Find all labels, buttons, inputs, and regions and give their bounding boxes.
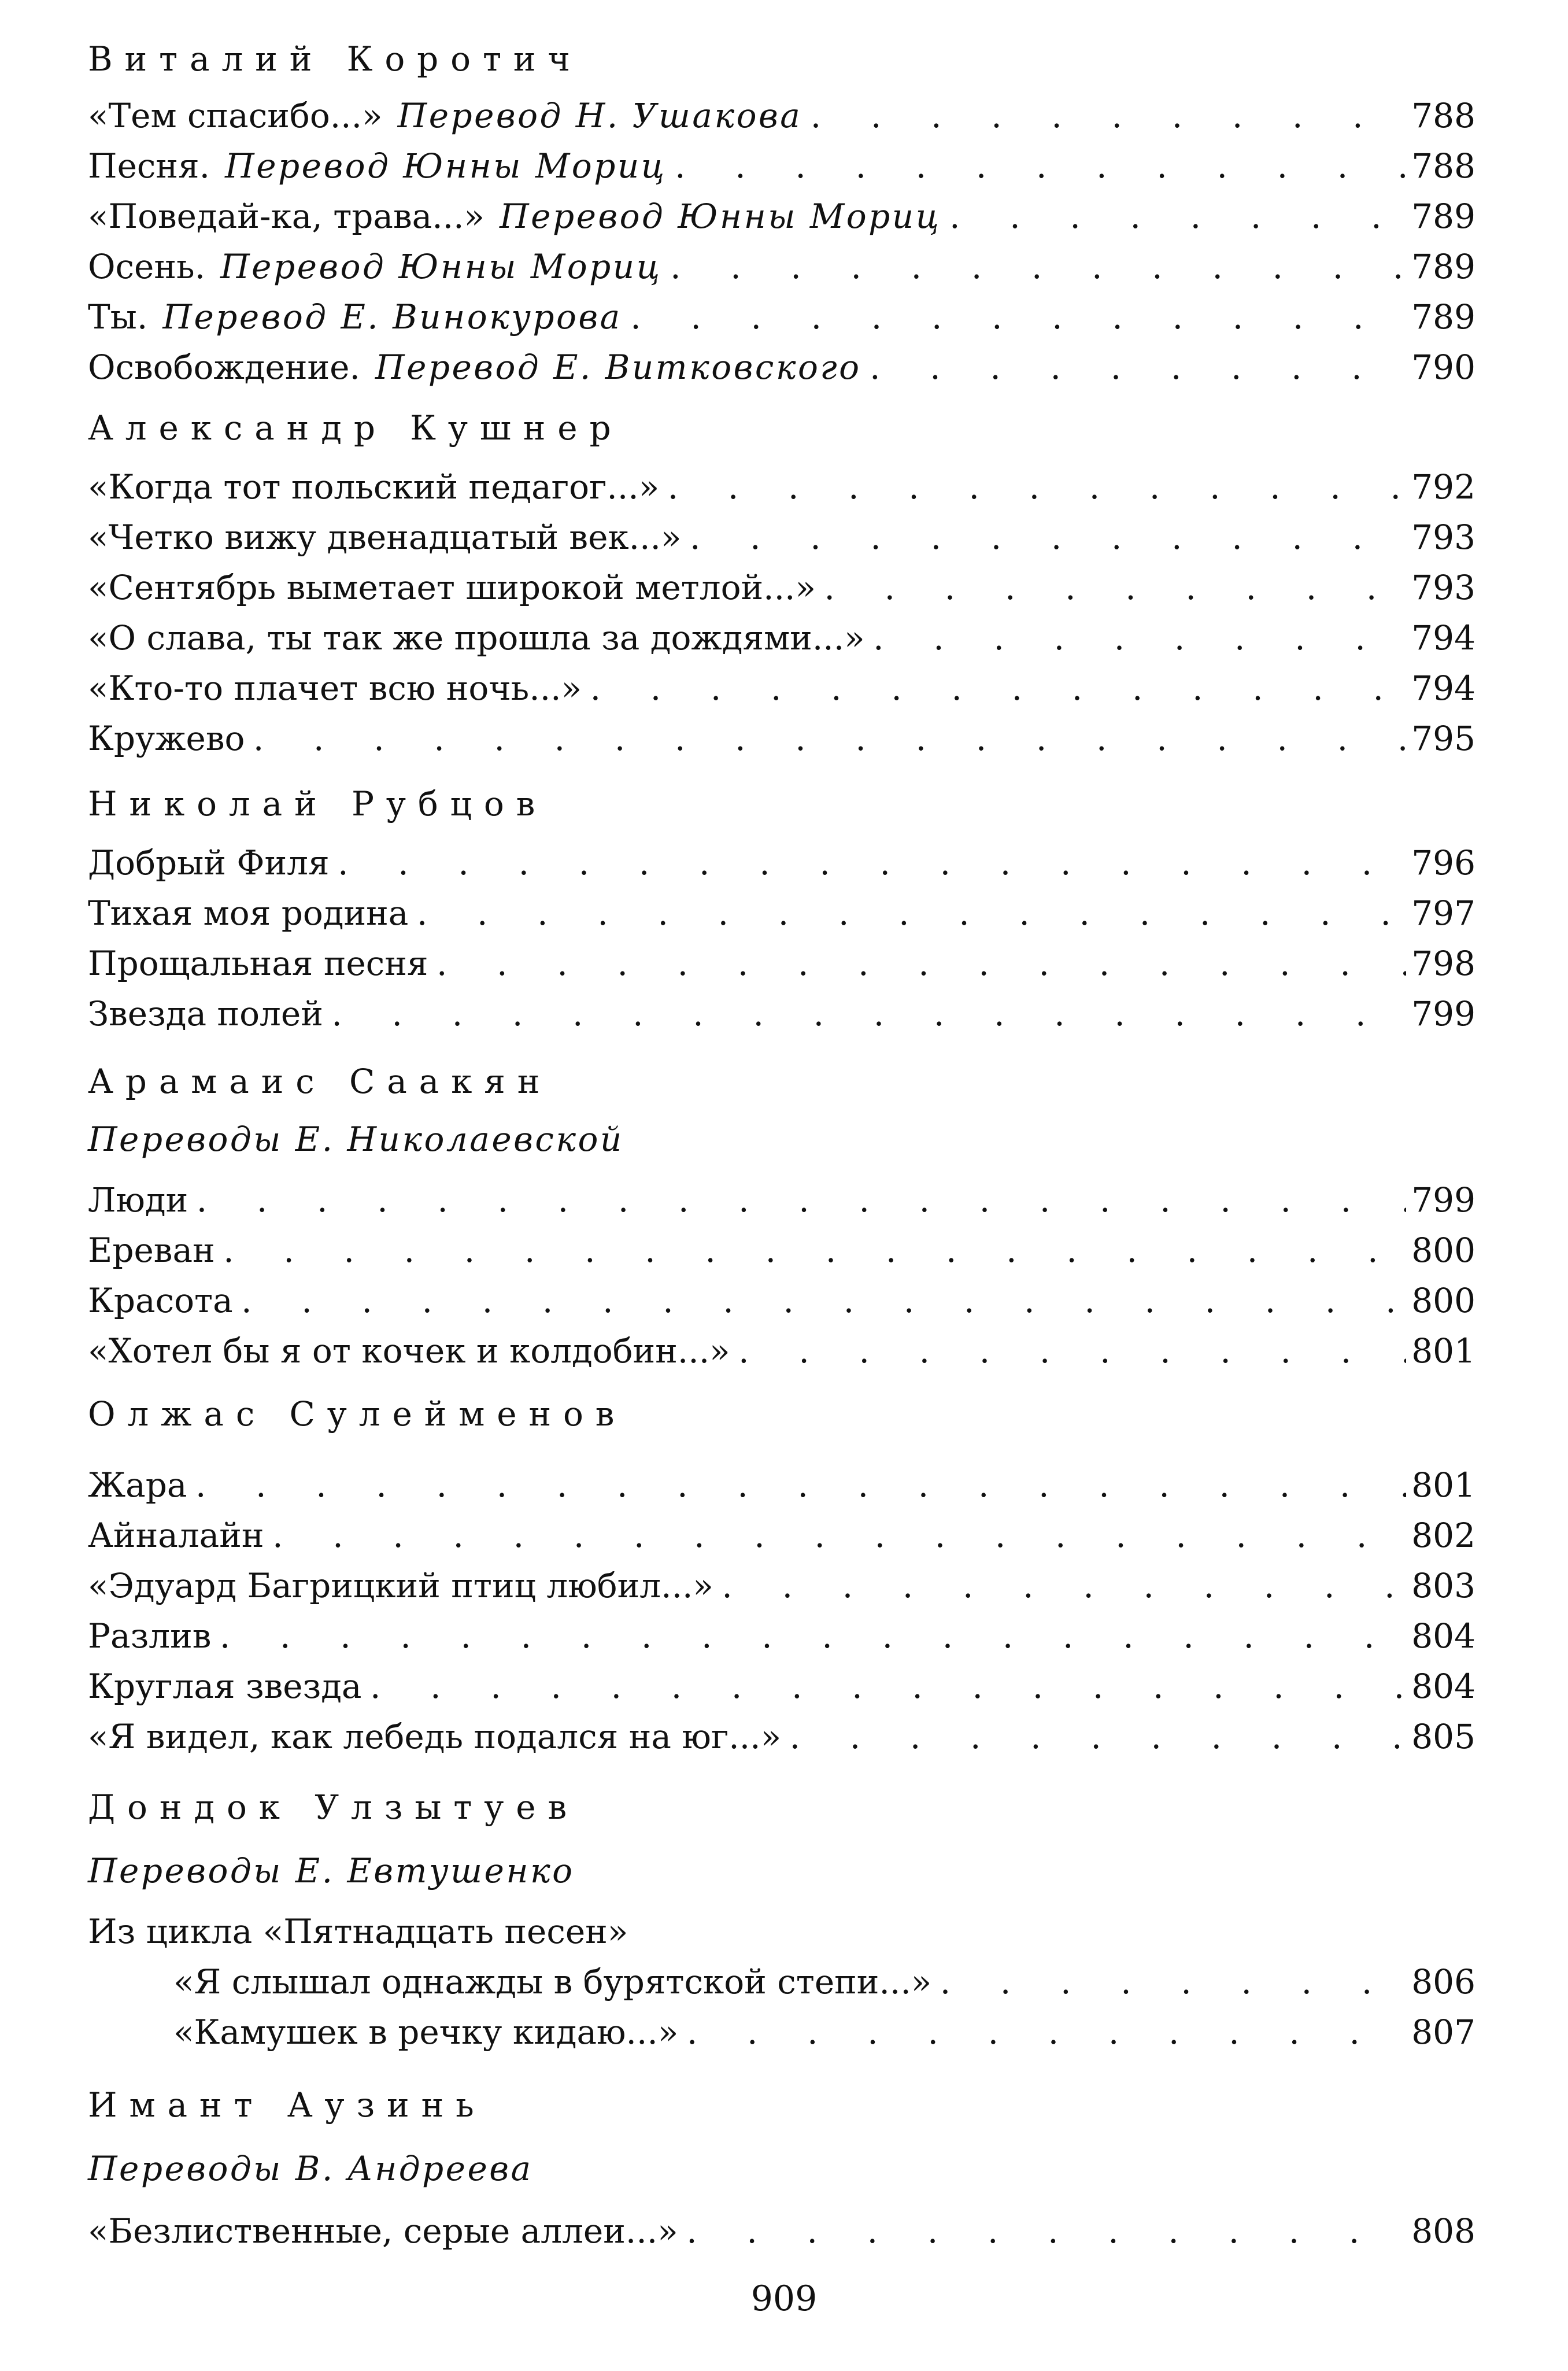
entry-page-number: 800 (1411, 1281, 1475, 1320)
dot-leader (188, 1177, 1406, 1223)
toc-entry (88, 665, 1475, 711)
entry-title: «Эдуард Багрицкий птиц любил...» (88, 1566, 713, 1605)
dot-leader (931, 1959, 1406, 2005)
toc-entry (88, 991, 1475, 1037)
toc-entry (88, 243, 1475, 290)
toc-entry (173, 1959, 1475, 2005)
cycle-heading (88, 1908, 1475, 1955)
cycle-title: Из цикла «Пятнадцать песен» (88, 1912, 628, 1951)
entry-page-number: 794 (1411, 618, 1475, 658)
entry-title: Кружево (88, 719, 245, 758)
entry-translator: Перевод Юнны Мориц (500, 197, 941, 236)
dot-leader (215, 1227, 1406, 1273)
entry-title: Осень. (88, 247, 206, 286)
dot-leader (264, 1512, 1406, 1558)
toc-entry (88, 93, 1475, 139)
entry-page-number: 793 (1411, 568, 1475, 607)
entry-page-number: 789 (1411, 247, 1475, 286)
entry-title: «Я слышал однажды в бурятской степи...» (173, 1962, 932, 2001)
entry-page-number: 793 (1411, 518, 1475, 557)
toc-entry (88, 1713, 1475, 1760)
toc-entry (88, 294, 1475, 340)
entry-title: «Четко вижу двенадцатый век...» (88, 518, 682, 557)
section-author: Николай Рубцов (88, 784, 548, 823)
dot-leader (865, 615, 1406, 661)
entry-title: «Камушек в речку кидаю...» (173, 2012, 679, 2052)
toc-entry (88, 1663, 1475, 1709)
page-number: 909 (750, 2278, 818, 2319)
dot-leader (941, 193, 1406, 239)
toc-entry (88, 2208, 1475, 2254)
toc-entry (88, 1512, 1475, 1558)
entry-page-number: 788 (1411, 146, 1475, 186)
entry-page-number: 789 (1411, 197, 1475, 236)
dot-leader (582, 665, 1406, 711)
dot-leader (245, 715, 1406, 762)
entry-page-number: 806 (1411, 1962, 1475, 2001)
entry-title: Жара (88, 1465, 187, 1505)
translator-note: Переводы Е. Евтушенко (88, 1851, 575, 1890)
dot-leader (678, 2009, 1406, 2055)
entry-title: «Когда тот польский педагог...» (88, 467, 660, 507)
entry-title: «Тем спасибо...» (88, 96, 383, 135)
dot-leader (330, 840, 1406, 886)
entry-page-number: 788 (1411, 96, 1475, 135)
dot-leader (662, 243, 1406, 290)
toc-entry (88, 344, 1475, 390)
section-author: Александр Кушнер (88, 408, 623, 448)
dot-leader (678, 2208, 1406, 2254)
dot-leader (781, 1713, 1406, 1760)
toc-entry (88, 564, 1475, 611)
entry-page-number: 799 (1411, 1180, 1475, 1220)
entry-translator: Перевод Юнны Мориц (225, 146, 667, 186)
toc-entry (88, 615, 1475, 661)
toc-entry (88, 840, 1475, 886)
entry-page-number: 795 (1411, 719, 1475, 758)
entry-title: «Хотел бы я от кочек и колдобин...» (88, 1331, 730, 1371)
dot-leader (667, 143, 1406, 189)
entry-page-number: 796 (1411, 843, 1475, 882)
dot-leader (187, 1462, 1406, 1508)
entry-title: Круглая звезда (88, 1667, 362, 1706)
entry-title: «Я видел, как лебедь подался на юг...» (88, 1717, 782, 1756)
toc-entry (88, 1328, 1475, 1374)
entry-page-number: 807 (1411, 2012, 1475, 2052)
toc-entry (88, 193, 1475, 239)
entry-title: Тихая моя родина (88, 893, 409, 933)
dot-leader (713, 1563, 1406, 1609)
dot-leader (408, 890, 1406, 936)
entry-page-number: 798 (1411, 944, 1475, 983)
entry-title: «О слава, ты так же прошла за дождями...» (88, 618, 865, 658)
toc-entry (88, 890, 1475, 936)
entry-title: Прощальная песня (88, 944, 428, 983)
entry-title: Добрый Филя (88, 843, 330, 882)
section-author: Арамаис Саакян (88, 1062, 552, 1101)
entry-translator: Перевод Е. Винокурова (162, 297, 622, 337)
entry-page-number: 790 (1411, 348, 1475, 387)
dot-leader (681, 514, 1406, 560)
entry-title: Красота (88, 1281, 233, 1320)
entry-page-number: 801 (1411, 1465, 1475, 1505)
entry-translator: Перевод Юнны Мориц (220, 247, 662, 286)
toc-entry (88, 715, 1475, 762)
entry-page-number: 789 (1411, 297, 1475, 337)
translator-note: Переводы В. Андреева (88, 2149, 533, 2188)
toc-entry (88, 1462, 1475, 1508)
section-author: Имант Аузинь (88, 2085, 486, 2125)
entry-title: Ты. (88, 297, 148, 337)
dot-leader (861, 344, 1406, 390)
entry-translator: Перевод Е. Витковского (375, 348, 861, 387)
toc-entry (88, 1277, 1475, 1324)
entry-page-number: 805 (1411, 1717, 1475, 1756)
toc-entry (88, 940, 1475, 987)
entry-page-number: 794 (1411, 669, 1475, 708)
toc-entry (88, 1563, 1475, 1609)
entry-title: «Кто-то плачет всю ночь...» (88, 669, 582, 708)
entry-title: Ереван (88, 1231, 215, 1270)
entry-translator: Перевод Н. Ушакова (397, 96, 803, 135)
toc-entry (88, 464, 1475, 510)
entry-page-number: 792 (1411, 467, 1475, 507)
toc-entry (88, 1177, 1475, 1223)
entry-page-number: 803 (1411, 1566, 1475, 1605)
dot-leader (622, 294, 1406, 340)
entry-page-number: 802 (1411, 1516, 1475, 1555)
dot-leader (816, 564, 1406, 611)
translator-note: Переводы Е. Николаевской (88, 1120, 624, 1159)
entry-title: Люди (88, 1180, 188, 1220)
entry-title: «Сентябрь выметает широкой метлой...» (88, 568, 816, 607)
entry-title: Песня. (88, 146, 210, 186)
dot-leader (659, 464, 1406, 510)
entry-title: Звезда полей (88, 994, 323, 1033)
entry-title: «Поведай-ка, трава...» (88, 197, 485, 236)
entry-page-number: 808 (1411, 2211, 1475, 2251)
toc-entry (88, 143, 1475, 189)
entry-page-number: 804 (1411, 1667, 1475, 1706)
dot-leader (428, 940, 1406, 987)
section-author: Дондок Улзытуев (88, 1788, 579, 1827)
entry-page-number: 800 (1411, 1231, 1475, 1270)
entry-page-number: 799 (1411, 994, 1475, 1033)
section-author: Виталий Коротич (88, 39, 582, 79)
dot-leader (233, 1277, 1406, 1324)
dot-leader (211, 1613, 1406, 1659)
entry-page-number: 804 (1411, 1616, 1475, 1656)
entry-title: «Безлиственные, серые аллеи...» (88, 2211, 678, 2251)
dot-leader (802, 93, 1406, 139)
entry-title: Айналайн (88, 1516, 264, 1555)
dot-leader (730, 1328, 1406, 1374)
toc-entry (88, 1613, 1475, 1659)
dot-leader (323, 991, 1406, 1037)
entry-page-number: 797 (1411, 893, 1475, 933)
dot-leader (362, 1663, 1406, 1709)
section-author: Олжас Сулейменов (88, 1394, 627, 1434)
toc-entry (88, 514, 1475, 560)
entry-page-number: 801 (1411, 1331, 1475, 1371)
toc-entry (173, 2009, 1475, 2055)
entry-title: Освобождение. (88, 348, 360, 387)
entry-title: Разлив (88, 1616, 212, 1656)
toc-entry (88, 1227, 1475, 1273)
